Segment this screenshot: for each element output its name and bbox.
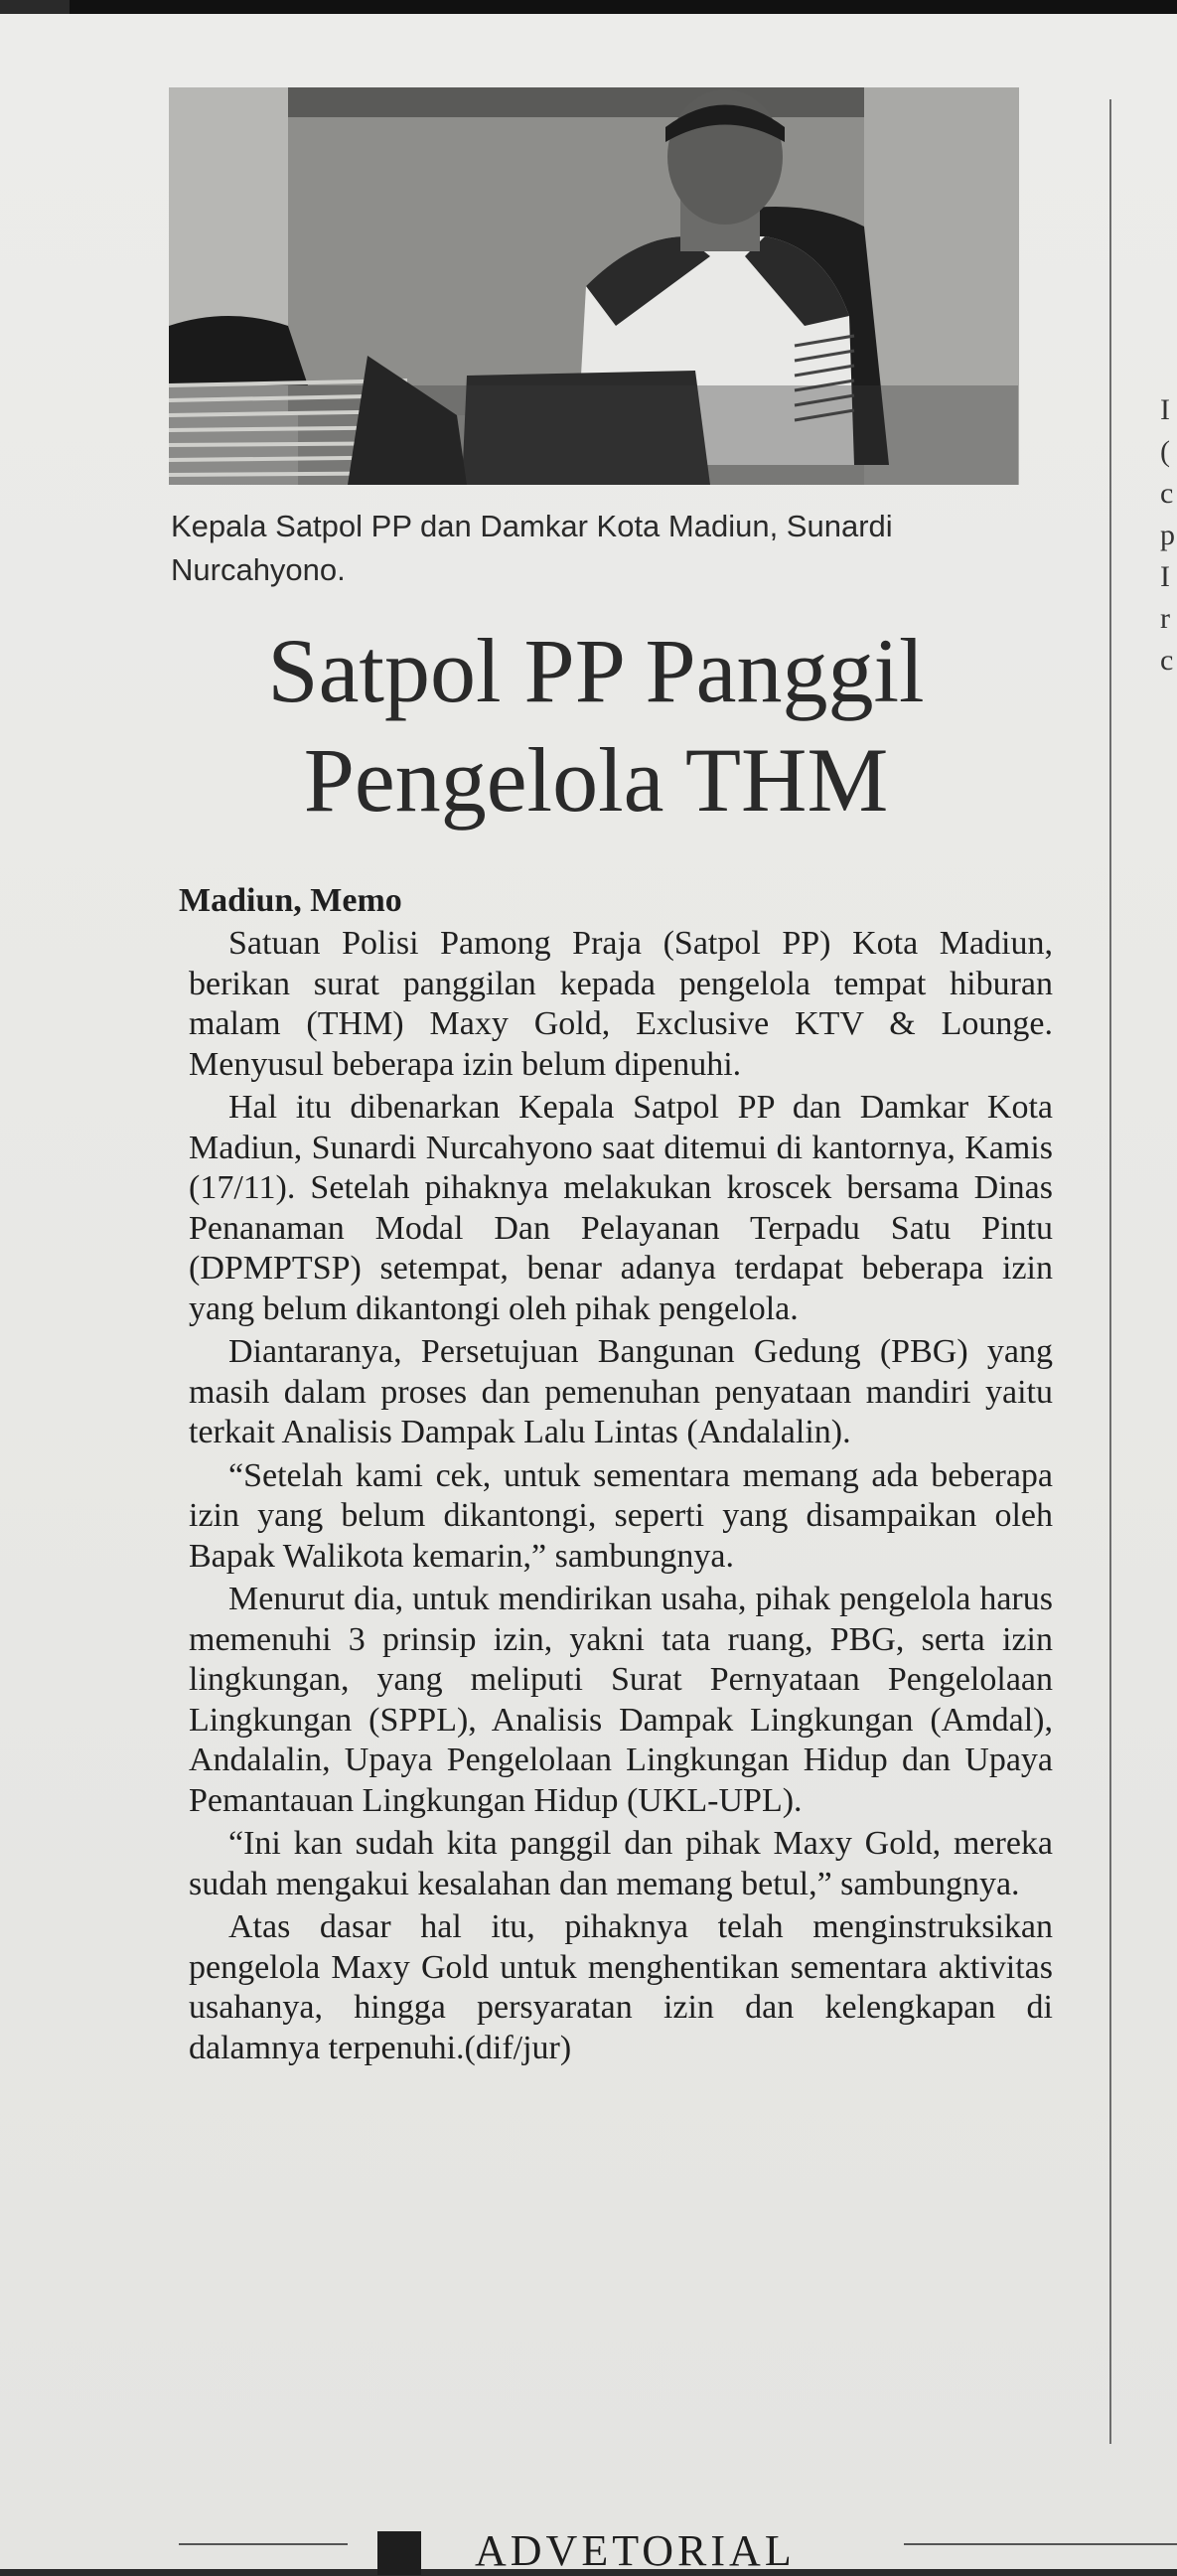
fragment: p: [1160, 519, 1175, 551]
article-paragraph: “Setelah kami cek, untuk sementara memang ada beberapa izin yang belum dikantongi, seperti yang disampaikan oleh Bapak Walikota kemarin,” sambungnya.: [189, 1456, 1053, 1575]
article-paragraph: “Ini kan sudah kita panggil dan pihak Maxy Gold, mereka sudah mengakui kesalahan dan memang betul,” sambungnya.: [189, 1825, 1053, 1902]
fragment: r: [1160, 602, 1170, 635]
paper-top-edge: [70, 0, 1177, 14]
section-marker-icon: [377, 2531, 421, 2575]
section-label: ADVETORIAL: [475, 2526, 796, 2575]
footer-rule-right: [904, 2543, 1177, 2545]
column-divider: [1109, 99, 1111, 2444]
article-dateline: Madiun, Memo: [179, 882, 402, 919]
photo-caption: Kepala Satpol PP dan Damkar Kota Madiun, Sunardi Nurcahyono.: [171, 509, 893, 587]
headline-line-1: Satpol PP Panggil: [267, 620, 925, 721]
article-paragraph: Satuan Polisi Pamong Praja (Satpol PP) Kota Madiun, berikan surat panggilan kepada pengelola tempat hiburan malam (THM) Maxy Gold, Exclusive KTV & Lounge. Menyusul beberapa izin belum dipenuhi.: [189, 925, 1053, 1083]
article-body: [189, 924, 1053, 2071]
article-photo: [169, 87, 1019, 485]
article-headline: [149, 616, 1043, 834]
article-paragraph: Menurut dia, untuk mendirikan usaha, pihak pengelola harus memenuhi 3 prinsip izin, yakni tata ruang, PBG, serta izin lingkungan, yang meliputi Surat Pernyataan Pengelolaan Lingkungan (SPPL), Analisis Dampak Lingkungan (Amdal), Andalalin, Upaya Pengelolaan Lingkungan Hidup dan Upaya Pemantauan Lingkungan Hidup (UKL-UPL).: [189, 1581, 1053, 1819]
fragment: c: [1160, 644, 1174, 677]
fragment: (: [1160, 435, 1170, 468]
article-paragraph: Hal itu dibenarkan Kepala Satpol PP dan Damkar Kota Madiun, Sunardi Nurcahyono saat ditemui di kantornya, Kamis (17/11). Setelah pihaknya melakukan kroscek bersama Dinas Penanaman Modal Dan Pelayanan Terpadu Satu Pintu (DPMPTSP) setempat, benar adanya terdapat beberapa izin yang belum dikantongi oleh pihak pengelola.: [189, 1089, 1053, 1327]
article-paragraph: Atas dasar hal itu, pihaknya telah menginstruksikan pengelola Maxy Gold untuk menghentikan sementara aktivitas usahanya, hingga persyaratan izin dan kelengkapan di dalamnya terpenuhi.(dif/jur): [189, 1908, 1053, 2066]
adjacent-column-fragments: [1160, 389, 1177, 682]
fragment: c: [1160, 477, 1174, 510]
fragment: I: [1160, 393, 1170, 426]
article-paragraph: Diantaranya, Persetujuan Bangunan Gedung (PBG) yang masih dalam proses dan pemenuhan penyataan mandiri yaitu terkait Analisis Dampak Lalu Lintas (Andalalin).: [189, 1333, 1053, 1450]
headline-line-2: Pengelola THM: [303, 729, 889, 831]
fragment: I: [1160, 560, 1170, 593]
footer-rule-left: [179, 2543, 348, 2545]
